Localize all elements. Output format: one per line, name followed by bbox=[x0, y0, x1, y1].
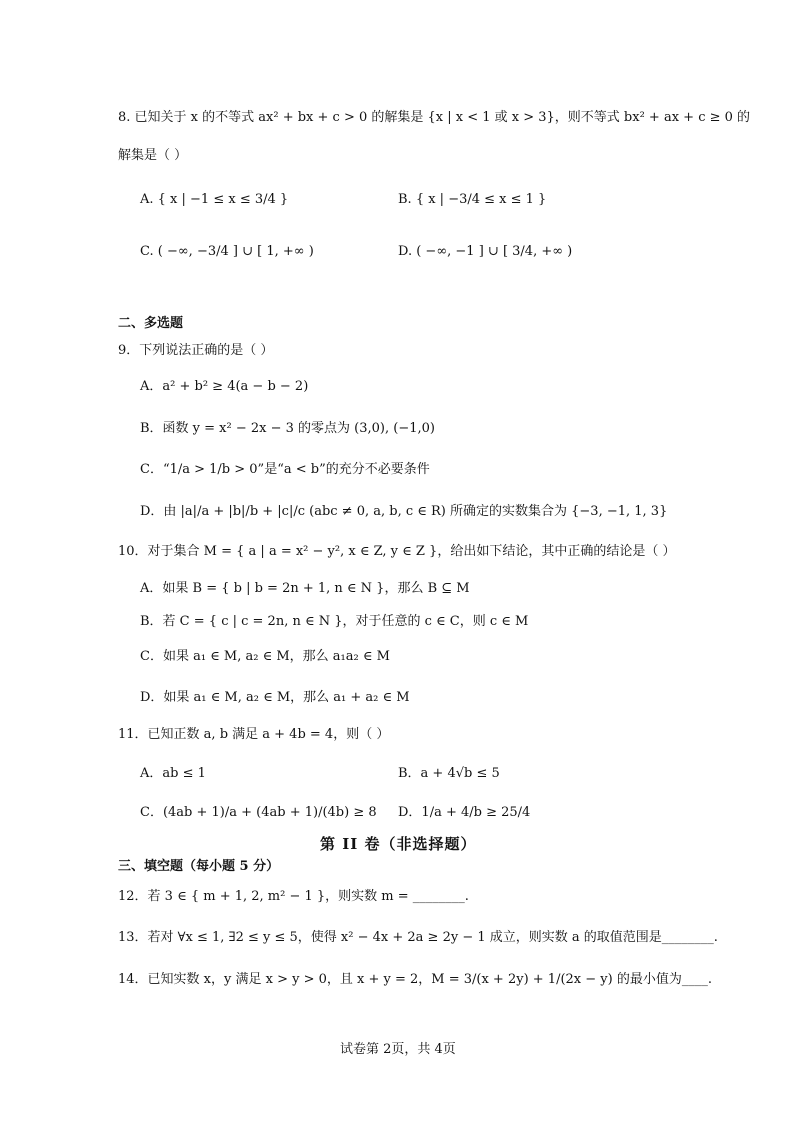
page-footer: 试卷第 2页，共 4页 bbox=[340, 1042, 456, 1057]
q8-stem: 8. 已知关于 x 的不等式 ax² + bx + c > 0 的解集是 {x | x < 1 或 x > 3}，则不等式 bx² + ax + c ≥ 0 的 bbox=[118, 110, 751, 125]
q11-option-b: B．a + 4√b ≤ 5 bbox=[398, 766, 500, 781]
q9-option-b: B．函数 y = x² − 2x − 3 的零点为 (3,0), (−1,0) bbox=[140, 421, 435, 436]
q8-option-d: D. ( −∞, −1 ] ∪ [ 3/4, +∞ ) bbox=[398, 244, 573, 259]
q10-option-c: C．如果 a₁ ∈ M, a₂ ∈ M，那么 a₁a₂ ∈ M bbox=[140, 649, 390, 664]
q10-option-b: B．若 C = { c | c = 2n, n ∈ N }，对于任意的 c ∈ C，则 c ∈ M bbox=[140, 614, 529, 629]
q10-option-d: D．如果 a₁ ∈ M, a₂ ∈ M，那么 a₁ + a₂ ∈ M bbox=[140, 690, 410, 705]
q8-option-c: C. ( −∞, −3/4 ] ∪ [ 1, +∞ ) bbox=[140, 244, 314, 259]
q9-stem: 9．下列说法正确的是（ ） bbox=[118, 343, 274, 358]
part-two-title: 第 II 卷（非选择题） bbox=[320, 835, 477, 853]
q11-stem: 11．已知正数 a, b 满足 a + 4b = 4，则（ ） bbox=[118, 727, 390, 742]
q9-option-c: C．“1/a > 1/b > 0”是“a < b”的充分不必要条件 bbox=[140, 462, 430, 477]
q8-option-a: A. { x | −1 ≤ x ≤ 3/4 } bbox=[140, 192, 289, 207]
section-fill-in-title: 三、填空题（每小题 5 分） bbox=[118, 859, 280, 874]
q11-option-d: D．1/a + 4/b ≥ 25/4 bbox=[398, 805, 531, 820]
q11-option-a: A．ab ≤ 1 bbox=[140, 766, 206, 781]
q14: 14．已知实数 x，y 满足 x > y > 0，且 x + y = 2，M = 3/(x + 2y) + 1/(2x − y) 的最小值为____. bbox=[118, 972, 712, 987]
q12: 12．若 3 ∈ { m + 1, 2, m² − 1 }，则实数 m = ________. bbox=[118, 889, 469, 904]
q8-option-b: B. { x | −3/4 ≤ x ≤ 1 } bbox=[398, 192, 547, 207]
q10-stem: 10．对于集合 M = { a | a = x² − y², x ∈ Z, y ∈ Z }，给出如下结论，其中正确的结论是（ ） bbox=[118, 544, 676, 559]
q8-stem-cont: 解集是（ ） bbox=[118, 148, 188, 163]
q9-option-d: D．由 |a|/a + |b|/b + |c|/c (abc ≠ 0, a, b, c ∈ R) 所确定的实数集合为 {−3, −1, 1, 3} bbox=[140, 504, 668, 519]
q10-option-a: A．如果 B = { b | b = 2n + 1, n ∈ N }，那么 B ⊆ M bbox=[140, 581, 470, 596]
section-multiple-choice-title: 二、多选题 bbox=[118, 316, 184, 331]
q9-option-a: A．a² + b² ≥ 4(a − b − 2) bbox=[140, 379, 309, 394]
q13: 13．若对 ∀x ≤ 1, ∃2 ≤ y ≤ 5，使得 x² − 4x + 2a ≥ 2y − 1 成立，则实数 a 的取值范围是________. bbox=[118, 930, 718, 945]
q11-option-c: C．(4ab + 1)/a + (4ab + 1)/(4b) ≥ 8 bbox=[140, 805, 377, 820]
